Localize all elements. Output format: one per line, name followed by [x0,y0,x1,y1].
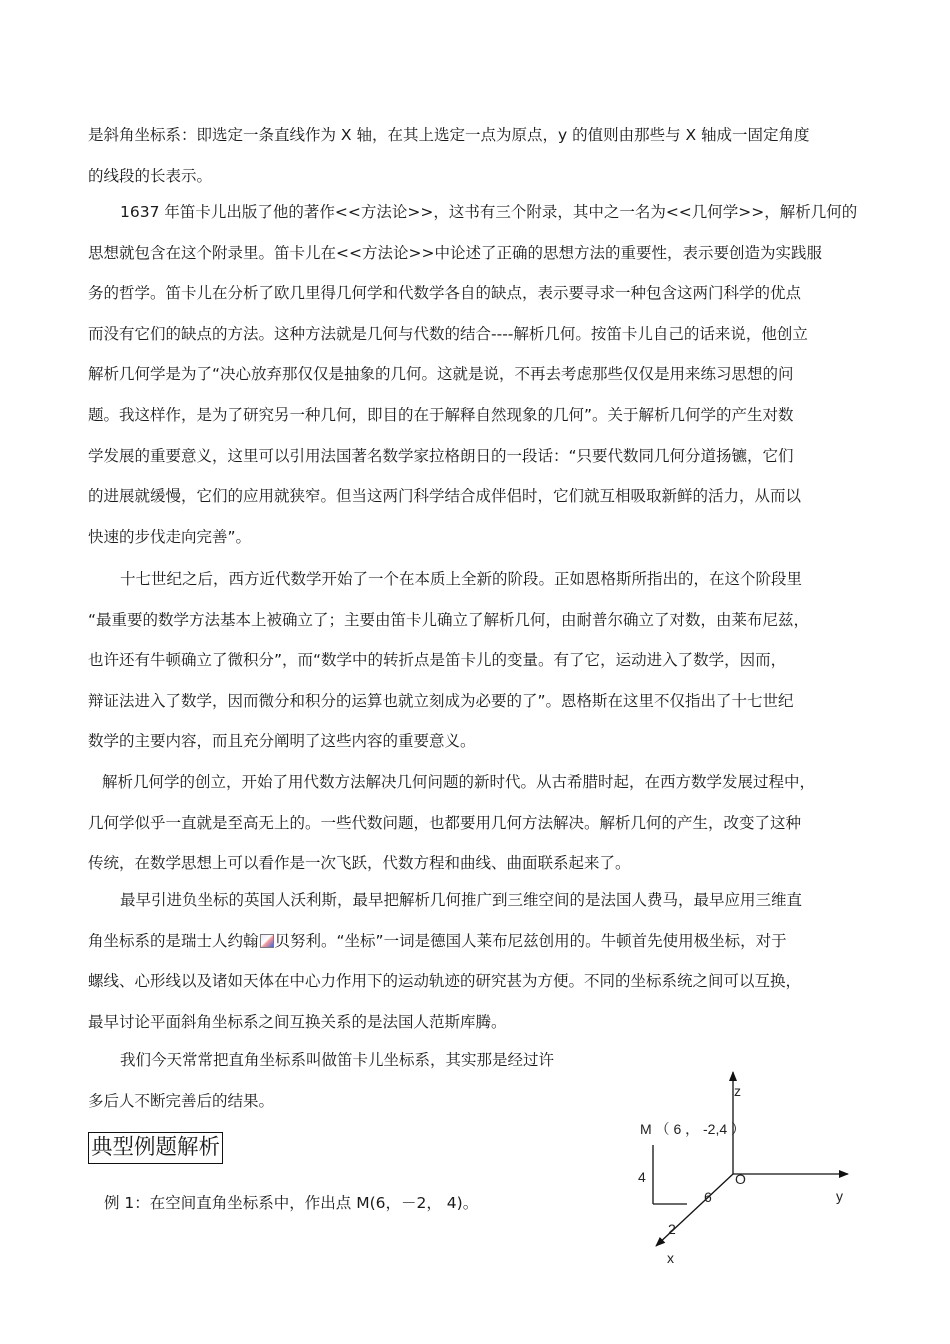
paragraph-coordinate-history [88,880,880,1042]
section-title: 典型例题解析 [88,1132,223,1164]
text-line: 解析几何学是为了“决心放弃那仅仅是抽象的几何。这就是说，不再去考虑那些仅仅是用来练习思想的问 [88,365,794,384]
text-line: 我们今天常常把直角坐标系叫做笛卡儿坐标系，其实那是经过许 [120,1051,555,1069]
text-line: 学发展的重要意义，这里可以引用法国著名数学家拉格朗日的一段话：“只要代数同几何分道扬镳，它们 [88,446,794,465]
text-line: 辩证法进入了数学，因而微分和积分的运算也就立刻成为必要的了”。恩格斯在这里不仅指出了十七世纪 [88,691,794,710]
y-length-label: 6 [704,1189,712,1205]
text-segment: 贝努利。“坐标”一词是德国人莱布尼兹创用的。牛顿首先使用极坐标，对于 [274,931,787,950]
height-label: 4 [638,1169,646,1185]
text-line: 务的哲学。笛卡儿在分析了欧几里得几何学和代数学各自的缺点，表示要寻求一种包含这两门科学的优点 [88,284,802,303]
text-line: 传统，在数学思想上可以看作是一次飞跃，代数方程和曲线、曲面联系起来了。 [88,854,631,873]
text-line: 思想就包含在这个附录里。笛卡儿在<<方法论>>中论述了正确的思想方法的重要性，表示要创造为实践服 [88,243,822,262]
text-line: 而没有它们的缺点的方法。这种方法就是几何与代数的结合----解析几何。按笛卡儿自己的话来说，他创立 [88,324,808,343]
text-line: 也许还有牛顿确立了微积分”，而“数学中的转折点是笛卡儿的变量。有了它，运动进入了数学，因而， [88,651,787,670]
text-line: 是斜角坐标系：即选定一条直线作为 X 轴，在其上选定一点为原点，y 的值则由那些与 X 轴成一固定角度 [88,126,810,144]
text-line: “最重要的数学方法基本上被确立了；主要由笛卡儿确立了解析几何，由耐普尔确立了对数，由莱布尼兹， [88,610,810,629]
y-axis-label: y [836,1188,843,1204]
paragraph-methodology [88,192,880,557]
example-1: 例 1：在空间直角坐标系中，作出点 M(6，－2， 4)。 [104,1194,479,1212]
text-line: 数学的主要内容，而且充分阐明了这些内容的重要意义。 [88,732,476,751]
coordinate-diagram [620,1060,890,1344]
text-line: 十七世纪之后，西方近代数学开始了一个在本质上全新的阶段。正如恩格斯所指出的，在这个阶段里 [120,570,803,588]
text-line: 解析几何学的创立，开始了用代数方法解决几何问题的新时代。从古希腊时起，在西方数学发展过程中， [102,773,816,791]
text-line [88,921,880,962]
text-segment: 角坐标系的是瑞士人约翰 [88,931,259,950]
x-axis-label: x [667,1250,674,1266]
paragraph-cartesian-name [88,1040,628,1121]
paragraph-seventeenth-century [88,559,880,762]
text-line: 1637 年笛卡儿出版了他的著作<<方法论>>，这书有三个附录，其中之一名为<<几何学>>，解析几何的 [120,203,858,221]
text-line: 最早引进负坐标的英国人沃利斯，最早把解析几何推广到三维空间的是法国人费马，最早应用三维直 [120,891,803,909]
paragraph-oblique-coords [88,115,880,196]
text-line: 螺线、心形线以及诸如天体在中心力作用下的运动轨迹的研究甚为方便。不同的坐标系统之间可以互换， [88,972,802,991]
point-m-label: M （ 6 ， -2,4 ） [640,1121,746,1137]
text-line: 多后人不断完善后的结果。 [88,1091,275,1110]
z-axis-label: z [734,1083,741,1099]
text-line: 几何学似乎一直就是至高无上的。一些代数问题，也都要用几何方法解决。解析几何的产生，改变了这种 [88,813,802,832]
text-line: 快速的步伐走向完善”。 [88,527,252,546]
text-line: 最早讨论平面斜角坐标系之间互换关系的是法国人范斯库腾。 [88,1012,507,1031]
x-length-label: 2 [668,1221,676,1237]
text-line: 的线段的长表示。 [88,166,213,185]
paragraph-new-era [88,762,880,884]
origin-label: O [735,1171,746,1187]
text-line: 的进展就缓慢，它们的应用就狭窄。但当这两门科学结合成伴侣时，它们就互相吸取新鲜的活力，从而以 [88,487,802,506]
embedded-image-icon [260,934,274,948]
text-line: 题。我这样作，是为了研究另一种几何，即目的在于解释自然现象的几何”。关于解析几何学的产生对数 [88,405,794,424]
